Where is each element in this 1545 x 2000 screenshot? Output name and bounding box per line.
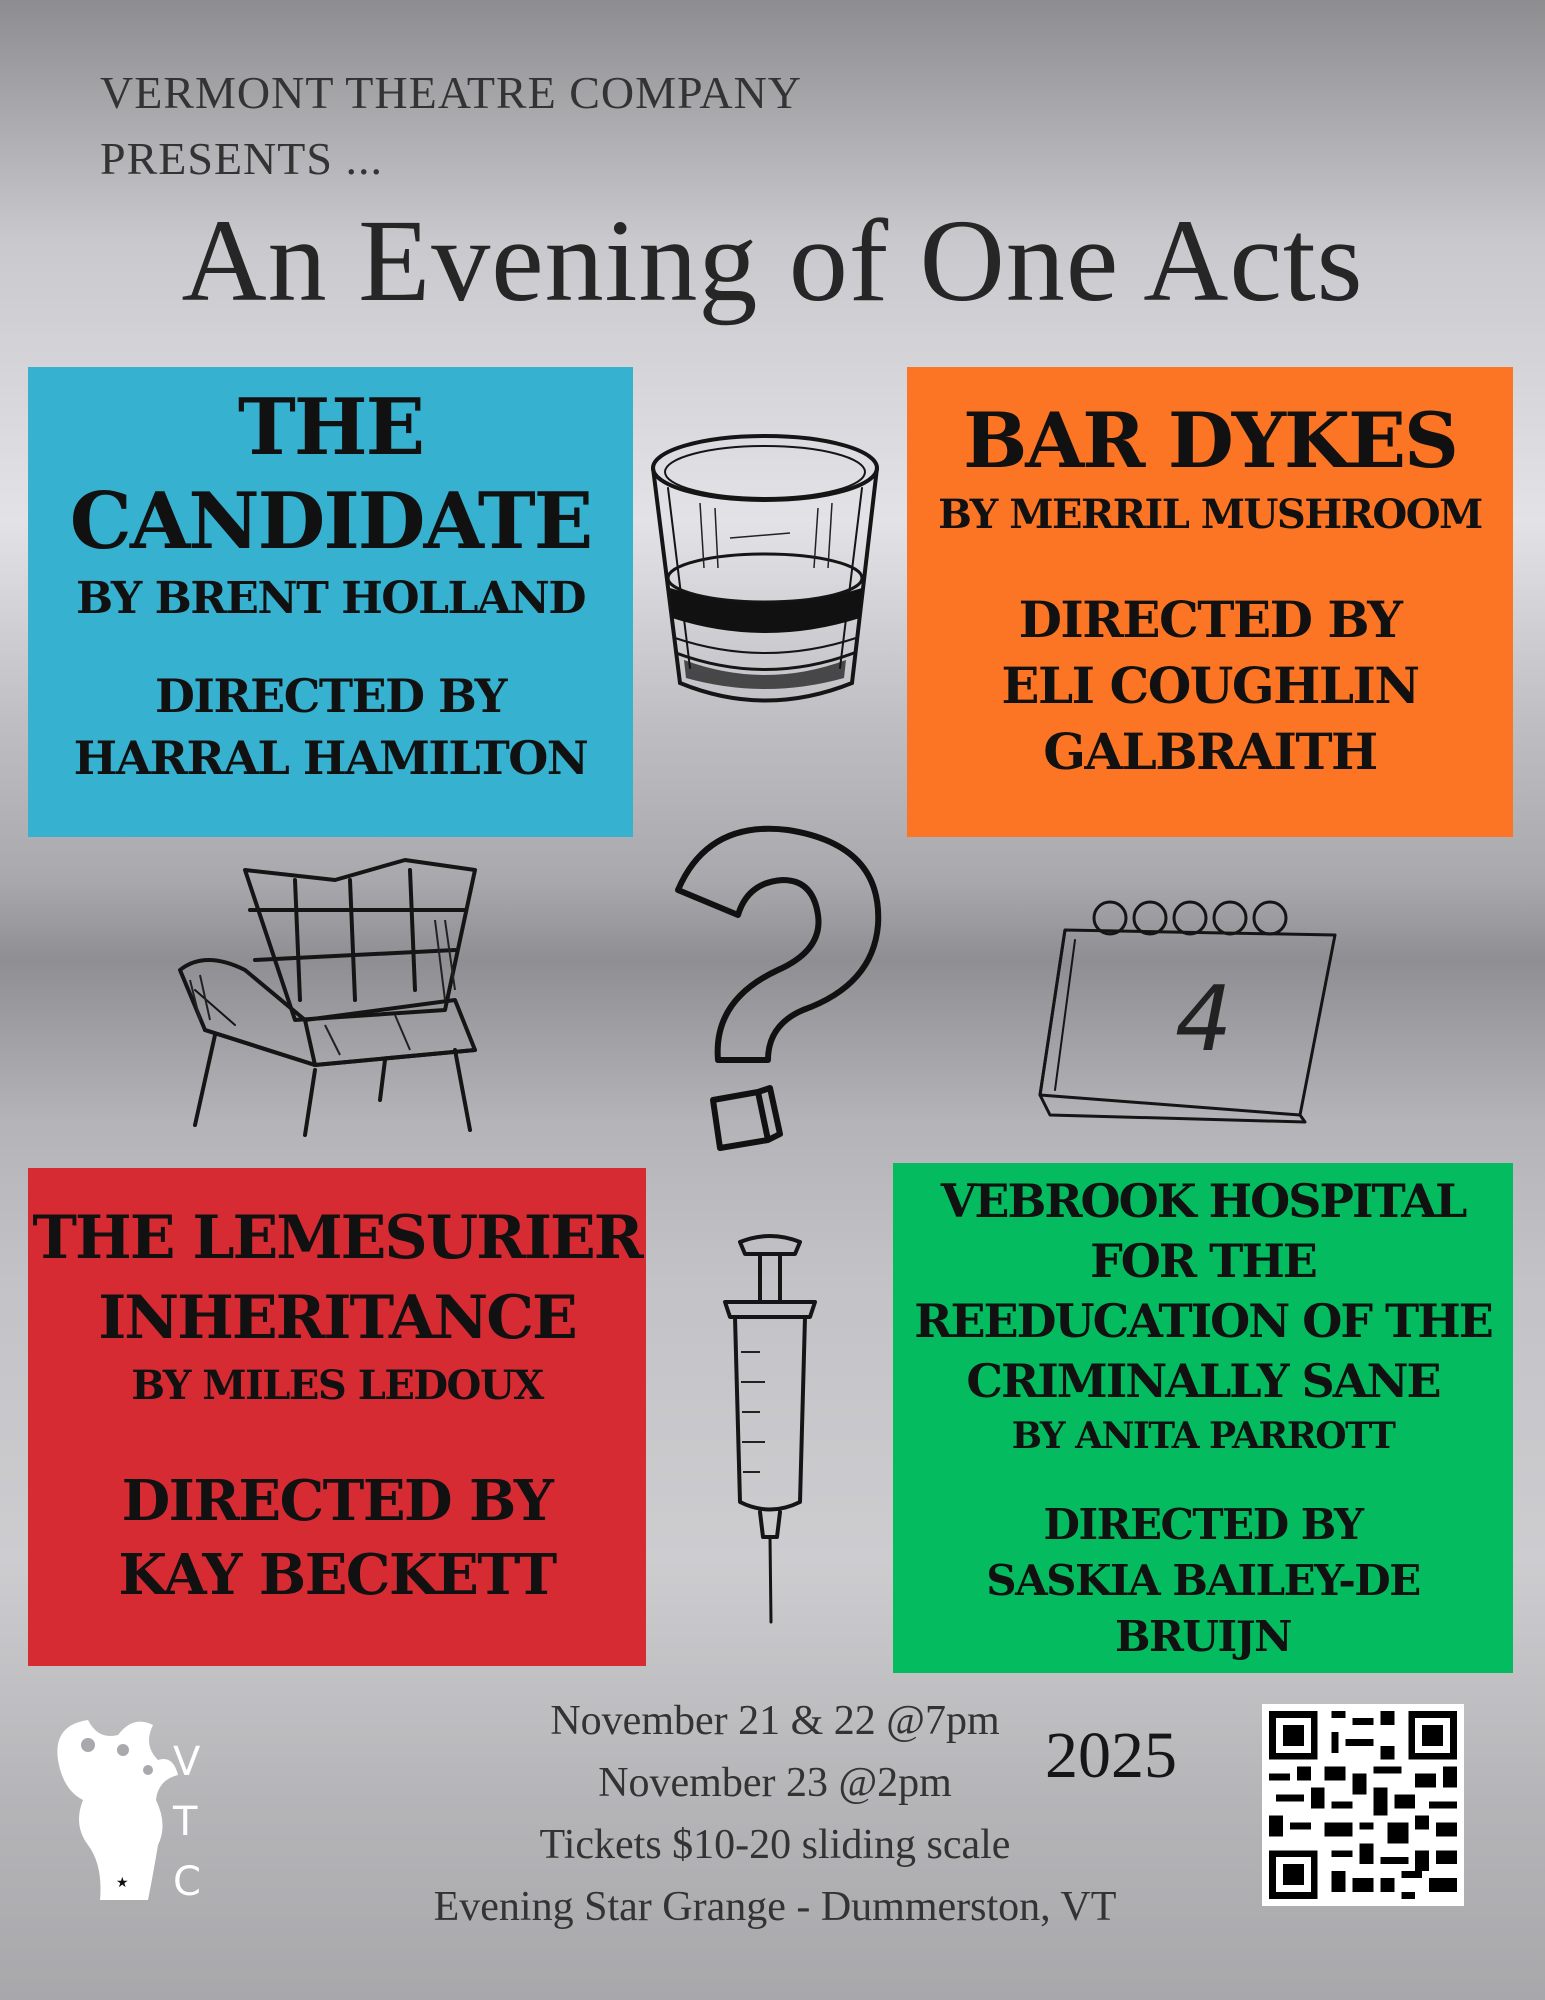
play-card-lemesurier bbox=[28, 1168, 646, 1666]
logo-letter-t: T bbox=[173, 1799, 198, 1845]
venue: Evening Star Grange - Dummerston, VT bbox=[433, 1884, 1117, 1930]
calendar-icon bbox=[1035, 890, 1345, 1130]
play-title-line: THE bbox=[237, 382, 424, 473]
play-title-line: FOR THE bbox=[1090, 1234, 1316, 1288]
ticket-price: Tickets $10-20 sliding scale bbox=[539, 1822, 1011, 1868]
qr-code-icon[interactable] bbox=[1262, 1704, 1464, 1906]
play-directed-label: DIRECTED BY bbox=[1018, 590, 1402, 649]
svg-text:★: ★ bbox=[116, 1875, 129, 1891]
logo-letter-c: C bbox=[173, 1859, 201, 1905]
play-title-line: REEDUCATION OF THE bbox=[914, 1294, 1492, 1348]
play-card-vebrook bbox=[893, 1163, 1513, 1673]
presenter-line2: PRESENTS ... bbox=[100, 133, 383, 184]
play-title-line: CRIMINALLY SANE bbox=[966, 1354, 1440, 1408]
presenter-line1: VERMONT THEATRE COMPANY bbox=[100, 67, 803, 118]
question-mark-icon bbox=[668, 820, 898, 1160]
play-directed-label: DIRECTED BY bbox=[155, 669, 506, 723]
calendar-digit: 4 bbox=[1175, 967, 1233, 1072]
play-director: HARRAL HAMILTON bbox=[73, 731, 588, 785]
page-title: An Evening of One Acts bbox=[181, 195, 1364, 326]
year: 2025 bbox=[1045, 1719, 1177, 1792]
play-title-line: INHERITANCE bbox=[98, 1283, 576, 1353]
play-title-line: BAR DYKES bbox=[963, 396, 1457, 485]
play-directed-label: DIRECTED BY bbox=[1043, 1500, 1363, 1549]
play-title-line: CANDIDATE bbox=[69, 476, 592, 567]
presenter bbox=[100, 60, 802, 192]
play-directed-label: DIRECTED BY bbox=[121, 1468, 553, 1534]
event-date-2: November 23 @2pm bbox=[598, 1760, 952, 1806]
play-director: KAY BECKETT bbox=[118, 1542, 556, 1608]
play-author: BY BRENT HOLLAND bbox=[75, 573, 585, 624]
play-author: BY ANITA PARROTT bbox=[1011, 1415, 1395, 1457]
play-card-candidate bbox=[28, 367, 633, 837]
syringe-icon bbox=[715, 1232, 825, 1627]
play-title-line: THE LEMESURIER bbox=[32, 1203, 642, 1273]
logo-letter-v: V bbox=[173, 1739, 201, 1785]
play-director: GALBRAITH bbox=[1043, 722, 1377, 781]
whiskey-glass-icon bbox=[640, 428, 890, 718]
play-author: BY MILES LEDOUX bbox=[131, 1362, 543, 1409]
play-title-line: VEBROOK HOSPITAL bbox=[940, 1174, 1466, 1228]
armchair-icon bbox=[175, 850, 495, 1140]
play-director: BRUIJN bbox=[1115, 1612, 1291, 1661]
event-date-1: November 21 & 22 @7pm bbox=[550, 1698, 1000, 1744]
vtc-logo-icon bbox=[48, 1715, 238, 1905]
play-card-bar-dykes bbox=[907, 367, 1513, 837]
play-director: ELI COUGHLIN bbox=[1001, 656, 1419, 715]
play-author: BY MERRIL MUSHROOM bbox=[938, 491, 1482, 538]
play-director: SASKIA BAILEY-DE bbox=[986, 1556, 1420, 1605]
